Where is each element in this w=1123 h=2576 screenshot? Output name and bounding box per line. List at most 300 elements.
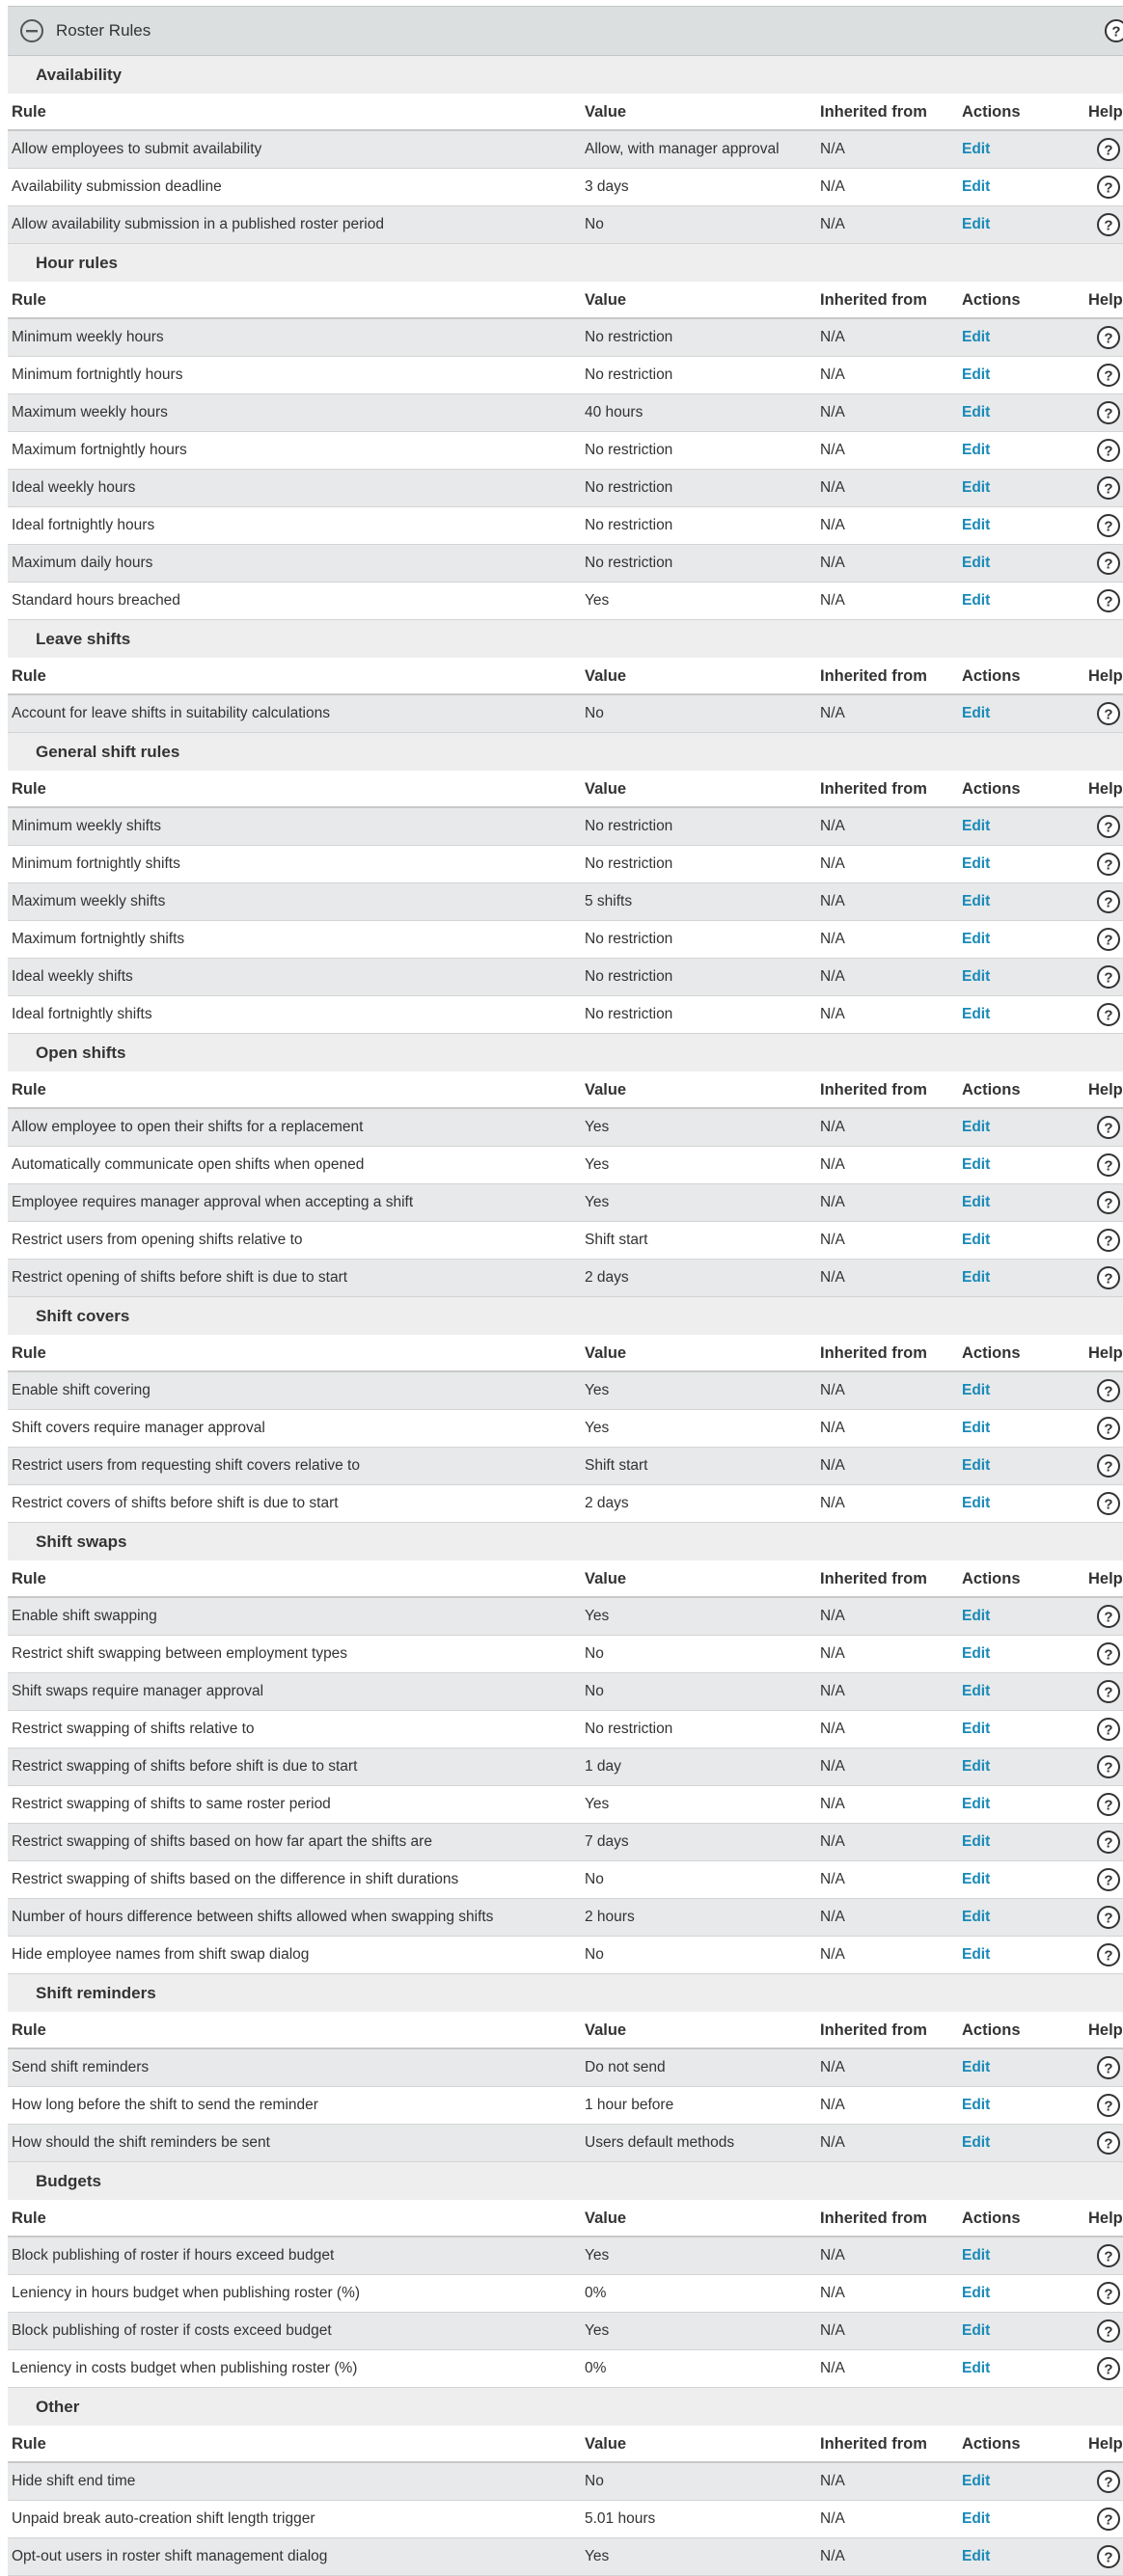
column-header-inherited: Inherited from xyxy=(820,1344,927,1362)
edit-link[interactable]: Edit xyxy=(962,442,991,458)
svg-text:?: ? xyxy=(1104,2549,1113,2566)
svg-text:?: ? xyxy=(1104,2248,1113,2265)
question-circle-icon[interactable] xyxy=(1096,2544,1121,2569)
question-circle-icon[interactable] xyxy=(1096,1830,1121,1855)
rule-value: 5 shifts xyxy=(585,893,633,909)
edit-link[interactable]: Edit xyxy=(962,1796,991,1812)
roster-rules-panel-header[interactable] xyxy=(8,6,1123,56)
question-circle-icon[interactable] xyxy=(1096,2130,1121,2156)
question-circle-icon[interactable] xyxy=(1096,2507,1121,2532)
svg-text:?: ? xyxy=(1104,2361,1113,2378)
rule-value: Do not send xyxy=(585,2059,666,2075)
rule-name: Leniency in costs budget when publishing roster (%) xyxy=(12,2360,358,2376)
rule-inherited-from: N/A xyxy=(820,931,845,947)
edit-link[interactable]: Edit xyxy=(962,855,991,872)
question-circle-icon[interactable] xyxy=(1096,1679,1121,1704)
rule-value: No restriction xyxy=(585,517,673,533)
question-circle-icon[interactable] xyxy=(1096,1115,1121,1140)
rule-section xyxy=(8,620,1123,733)
table-row xyxy=(8,2275,1123,2313)
table-row xyxy=(8,507,1123,545)
svg-text:?: ? xyxy=(1104,1609,1113,1626)
column-header-actions: Actions xyxy=(962,103,1021,121)
svg-text:?: ? xyxy=(1104,593,1113,610)
question-circle-icon[interactable] xyxy=(1096,475,1121,501)
question-circle-icon[interactable] xyxy=(1096,1905,1121,1930)
question-circle-icon[interactable] xyxy=(1096,1641,1121,1667)
rule-inherited-from: N/A xyxy=(820,2360,845,2376)
column-header-rule: Rule xyxy=(12,291,46,309)
column-header-rule: Rule xyxy=(12,2435,46,2453)
table-row xyxy=(8,959,1123,996)
question-circle-icon[interactable] xyxy=(1096,1265,1121,1290)
rule-value: No xyxy=(585,216,604,232)
svg-text:?: ? xyxy=(1104,932,1113,949)
rule-inherited-from: N/A xyxy=(820,479,845,496)
question-circle-icon[interactable] xyxy=(1096,1453,1121,1478)
column-header-inherited: Inherited from xyxy=(820,291,927,309)
table-row xyxy=(8,1636,1123,1673)
edit-link[interactable]: Edit xyxy=(962,1608,991,1624)
svg-text:?: ? xyxy=(1104,2135,1113,2153)
rule-name: Automatically communicate open shifts when opened xyxy=(12,1156,365,1173)
rule-value: 5.01 hours xyxy=(585,2510,656,2527)
table-row xyxy=(8,1147,1123,1184)
rule-name: Restrict shift swapping between employment types xyxy=(12,1645,348,1662)
column-header-row xyxy=(8,658,1123,695)
question-circle-icon[interactable] xyxy=(1096,1604,1121,1629)
rule-value: No restriction xyxy=(585,968,673,985)
question-circle-icon[interactable] xyxy=(1096,2356,1121,2381)
rule-inherited-from: N/A xyxy=(820,2059,845,2075)
svg-text:?: ? xyxy=(1104,1646,1113,1664)
rule-name: Leniency in hours budget when publishing roster (%) xyxy=(12,2285,361,2301)
question-circle-icon[interactable] xyxy=(1096,1754,1121,1779)
svg-text:?: ? xyxy=(1104,1722,1113,1739)
question-circle-icon[interactable] xyxy=(1096,513,1121,538)
question-circle-icon[interactable] xyxy=(1096,400,1121,425)
edit-link[interactable]: Edit xyxy=(962,931,991,947)
question-circle-icon[interactable] xyxy=(1096,588,1121,613)
rule-value: No restriction xyxy=(585,555,673,571)
question-circle-icon[interactable] xyxy=(1096,889,1121,914)
edit-link[interactable]: Edit xyxy=(962,216,991,232)
table-row xyxy=(8,1711,1123,1749)
question-circle-icon[interactable] xyxy=(1096,551,1121,576)
svg-text:?: ? xyxy=(1104,969,1113,987)
edit-link[interactable]: Edit xyxy=(962,592,991,609)
edit-link[interactable]: Edit xyxy=(962,1758,991,1775)
svg-text:?: ? xyxy=(1104,1007,1113,1024)
svg-text:?: ? xyxy=(1104,1458,1113,1476)
edit-link[interactable]: Edit xyxy=(962,2059,991,2075)
edit-link[interactable]: Edit xyxy=(962,178,991,195)
svg-text:?: ? xyxy=(1104,1233,1113,1250)
table-row xyxy=(8,2350,1123,2388)
rule-inherited-from: N/A xyxy=(820,216,845,232)
table-row xyxy=(8,1109,1123,1147)
question-circle-icon[interactable] xyxy=(1096,1867,1121,1892)
column-header-rule: Rule xyxy=(12,1081,46,1098)
question-circle-icon[interactable] xyxy=(1096,175,1121,200)
table-row xyxy=(8,2313,1123,2350)
rule-inherited-from: N/A xyxy=(820,1382,845,1398)
minus-circle-icon[interactable] xyxy=(19,18,44,43)
edit-link[interactable]: Edit xyxy=(962,1871,991,1887)
rule-section xyxy=(8,1297,1123,1523)
edit-link[interactable]: Edit xyxy=(962,2510,991,2527)
question-circle-icon[interactable] xyxy=(1096,438,1121,463)
column-header-actions: Actions xyxy=(962,2210,1021,2227)
table-row xyxy=(8,2125,1123,2162)
table-row xyxy=(8,1749,1123,1786)
table-row xyxy=(8,131,1123,169)
rule-value: Yes xyxy=(585,1796,610,1812)
column-header-inherited: Inherited from xyxy=(820,667,927,685)
rule-value: Users default methods xyxy=(585,2134,735,2151)
rule-inherited-from: N/A xyxy=(820,2322,845,2339)
table-row xyxy=(8,319,1123,357)
rule-inherited-from: N/A xyxy=(820,1946,845,1963)
edit-link[interactable]: Edit xyxy=(962,1495,991,1511)
svg-text:?: ? xyxy=(1104,2323,1113,2341)
rule-value: No xyxy=(585,1871,604,1887)
column-header-help: Help xyxy=(1088,2435,1123,2453)
rule-name: Number of hours difference between shifts allowed when swapping shifts xyxy=(12,1909,494,1925)
edit-link[interactable]: Edit xyxy=(962,1194,991,1210)
svg-text:?: ? xyxy=(1104,1797,1113,1814)
column-header-inherited: Inherited from xyxy=(820,1570,927,1587)
svg-text:?: ? xyxy=(1104,1195,1113,1212)
edit-link[interactable]: Edit xyxy=(962,2322,991,2339)
svg-text:?: ? xyxy=(1104,556,1113,573)
column-header-rule: Rule xyxy=(12,780,46,798)
edit-link[interactable]: Edit xyxy=(962,1833,991,1850)
question-circle-icon[interactable] xyxy=(1096,927,1121,952)
question-circle-icon[interactable] xyxy=(1096,1416,1121,1441)
rule-name: Allow employees to submit availability xyxy=(12,141,262,157)
column-header-rule: Rule xyxy=(12,2021,46,2039)
rule-name: Restrict covers of shifts before shift is due to start xyxy=(12,1495,339,1511)
rule-name: Restrict swapping of shifts based on how far apart the shifts are xyxy=(12,1833,432,1850)
rule-inherited-from: N/A xyxy=(820,2134,845,2151)
rule-value: Yes xyxy=(585,1156,610,1173)
rule-inherited-from: N/A xyxy=(820,1909,845,1925)
edit-link[interactable]: Edit xyxy=(962,2097,991,2113)
svg-text:?: ? xyxy=(1104,1947,1113,1965)
rule-section xyxy=(8,244,1123,620)
column-header-inherited: Inherited from xyxy=(820,2435,927,2453)
section-title: Availability xyxy=(8,56,1123,94)
table-row xyxy=(8,1448,1123,1485)
table-row xyxy=(8,996,1123,1034)
section-title: Budgets xyxy=(8,2162,1123,2200)
edit-link[interactable]: Edit xyxy=(962,1721,991,1737)
question-circle-icon[interactable] xyxy=(1096,1228,1121,1253)
edit-link[interactable]: Edit xyxy=(962,1156,991,1173)
rule-name: Minimum fortnightly shifts xyxy=(12,855,180,872)
rule-name: Block publishing of roster if hours exceed budget xyxy=(12,2247,335,2264)
table-row xyxy=(8,1485,1123,1523)
rule-name: Unpaid break auto-creation shift length trigger xyxy=(12,2510,315,2527)
rule-value: Yes xyxy=(585,2247,610,2264)
svg-text:?: ? xyxy=(1104,1157,1113,1175)
section-title: Shift swaps xyxy=(8,1523,1123,1560)
edit-link[interactable]: Edit xyxy=(962,1683,991,1699)
svg-text:?: ? xyxy=(1104,1872,1113,1889)
rule-inherited-from: N/A xyxy=(820,2548,845,2564)
edit-link[interactable]: Edit xyxy=(962,1269,991,1286)
svg-text:?: ? xyxy=(1104,1910,1113,1927)
question-circle-icon[interactable] xyxy=(1096,2055,1121,2080)
rule-name: Allow availability submission in a published roster period xyxy=(12,216,384,232)
table-row xyxy=(8,1372,1123,1410)
rule-section xyxy=(8,733,1123,1034)
column-header-inherited: Inherited from xyxy=(820,103,927,121)
rule-inherited-from: N/A xyxy=(820,893,845,909)
rule-value: 2 days xyxy=(585,1269,629,1286)
rule-name: Ideal weekly hours xyxy=(12,479,136,496)
edit-link[interactable]: Edit xyxy=(962,2473,991,2489)
question-circle-icon[interactable] xyxy=(1096,137,1121,162)
edit-link[interactable]: Edit xyxy=(962,2134,991,2151)
column-header-inherited: Inherited from xyxy=(820,2021,927,2039)
section-title: Hour rules xyxy=(8,244,1123,282)
edit-link[interactable]: Edit xyxy=(962,517,991,533)
edit-link[interactable]: Edit xyxy=(962,1946,991,1963)
edit-link[interactable]: Edit xyxy=(962,1909,991,1925)
edit-link[interactable]: Edit xyxy=(962,329,991,345)
question-circle-icon[interactable] xyxy=(1096,1792,1121,1817)
column-header-value: Value xyxy=(585,291,627,309)
question-circle-icon[interactable] xyxy=(1096,701,1121,726)
rule-value: Yes xyxy=(585,2548,610,2564)
column-header-row xyxy=(8,771,1123,808)
rule-name: Ideal fortnightly shifts xyxy=(12,1006,152,1022)
svg-text:?: ? xyxy=(1104,2286,1113,2303)
table-row xyxy=(8,1899,1123,1937)
question-circle-icon[interactable] xyxy=(1096,1491,1121,1516)
rule-value: No xyxy=(585,705,604,721)
question-circle-icon[interactable] xyxy=(1096,2243,1121,2268)
rule-value: 1 hour before xyxy=(585,2097,674,2113)
rule-name: How long before the shift to send the reminder xyxy=(12,2097,318,2113)
rule-inherited-from: N/A xyxy=(820,1796,845,1812)
question-circle-icon[interactable] xyxy=(1096,2093,1121,2118)
question-circle-icon[interactable] xyxy=(1096,814,1121,839)
rule-name: Availability submission deadline xyxy=(12,178,222,195)
rule-inherited-from: N/A xyxy=(820,555,845,571)
table-row xyxy=(8,1673,1123,1711)
rule-name: Minimum fortnightly hours xyxy=(12,366,183,383)
table-row xyxy=(8,169,1123,206)
column-header-row xyxy=(8,2012,1123,2049)
svg-text:?: ? xyxy=(1104,518,1113,535)
rule-section xyxy=(8,2388,1123,2576)
table-row xyxy=(8,1598,1123,1636)
rule-name: How should the shift reminders be sent xyxy=(12,2134,270,2151)
rule-name: Maximum weekly shifts xyxy=(12,893,166,909)
table-row xyxy=(8,695,1123,733)
rule-value: 2 hours xyxy=(585,1909,635,1925)
svg-text:?: ? xyxy=(1104,367,1113,385)
table-row xyxy=(8,1410,1123,1448)
rule-name: Minimum weekly shifts xyxy=(12,818,162,834)
rule-inherited-from: N/A xyxy=(820,1495,845,1511)
column-header-help: Help xyxy=(1088,103,1123,121)
rule-value: Yes xyxy=(585,1119,610,1135)
svg-text:?: ? xyxy=(1104,142,1113,159)
column-header-value: Value xyxy=(585,780,627,798)
column-header-value: Value xyxy=(585,1570,627,1587)
edit-link[interactable]: Edit xyxy=(962,1119,991,1135)
table-row xyxy=(8,883,1123,921)
rule-section xyxy=(8,1034,1123,1297)
edit-link[interactable]: Edit xyxy=(962,705,991,721)
rule-name: Restrict users from opening shifts relative to xyxy=(12,1232,303,1248)
rule-value: 0% xyxy=(585,2360,607,2376)
edit-link[interactable]: Edit xyxy=(962,818,991,834)
rule-value: No restriction xyxy=(585,818,673,834)
edit-link[interactable]: Edit xyxy=(962,1006,991,1022)
rule-name: Shift covers require manager approval xyxy=(12,1420,265,1436)
section-title: Leave shifts xyxy=(8,620,1123,658)
question-circle-icon[interactable] xyxy=(1096,325,1121,350)
question-circle-icon[interactable] xyxy=(1096,1717,1121,1742)
edit-link[interactable]: Edit xyxy=(962,1382,991,1398)
question-circle-icon[interactable] xyxy=(1096,2318,1121,2344)
rule-name: Maximum daily hours xyxy=(12,555,153,571)
edit-link[interactable]: Edit xyxy=(962,1457,991,1474)
table-row xyxy=(8,808,1123,846)
rule-name: Restrict users from requesting shift covers relative to xyxy=(12,1457,360,1474)
rule-name: Restrict swapping of shifts before shift is due to start xyxy=(12,1758,358,1775)
rule-name: Block publishing of roster if costs exceed budget xyxy=(12,2322,332,2339)
column-header-inherited: Inherited from xyxy=(820,780,927,798)
question-circle-icon[interactable] xyxy=(1096,1002,1121,1027)
column-header-actions: Actions xyxy=(962,667,1021,685)
question-circle-icon[interactable] xyxy=(1096,212,1121,237)
column-header-help: Help xyxy=(1088,1344,1123,1362)
column-header-inherited: Inherited from xyxy=(820,1081,927,1098)
rules-list xyxy=(8,56,1123,2576)
rule-value: Yes xyxy=(585,1194,610,1210)
edit-link[interactable]: Edit xyxy=(962,479,991,496)
rule-name: Enable shift swapping xyxy=(12,1608,157,1624)
rule-name: Restrict swapping of shifts to same roster period xyxy=(12,1796,331,1812)
question-circle-icon[interactable] xyxy=(1096,1942,1121,1967)
rule-value: 40 hours xyxy=(585,404,644,420)
table-row xyxy=(8,2237,1123,2275)
question-circle-icon[interactable] xyxy=(1096,964,1121,990)
question-circle-icon[interactable] xyxy=(1096,852,1121,877)
rule-value: No restriction xyxy=(585,931,673,947)
svg-text:?: ? xyxy=(1104,330,1113,347)
rule-value: 2 days xyxy=(585,1495,629,1511)
rule-inherited-from: N/A xyxy=(820,2247,845,2264)
column-header-actions: Actions xyxy=(962,2435,1021,2453)
column-header-row xyxy=(8,1335,1123,1372)
svg-text:?: ? xyxy=(1104,1834,1113,1852)
edit-link[interactable]: Edit xyxy=(962,555,991,571)
rule-section xyxy=(8,2162,1123,2388)
svg-text:?: ? xyxy=(1104,443,1113,460)
table-row xyxy=(8,1184,1123,1222)
edit-link[interactable]: Edit xyxy=(962,141,991,157)
rule-value: No xyxy=(585,2473,604,2489)
rule-section xyxy=(8,56,1123,244)
column-header-actions: Actions xyxy=(962,2021,1021,2039)
rule-name: Maximum weekly hours xyxy=(12,404,168,420)
table-row xyxy=(8,2087,1123,2125)
column-header-help: Help xyxy=(1088,2021,1123,2039)
table-row xyxy=(8,921,1123,959)
edit-link[interactable]: Edit xyxy=(962,968,991,985)
rule-inherited-from: N/A xyxy=(820,442,845,458)
rule-name: Ideal weekly shifts xyxy=(12,968,133,985)
rule-inherited-from: N/A xyxy=(820,141,845,157)
column-header-help: Help xyxy=(1088,667,1123,685)
edit-link[interactable]: Edit xyxy=(962,366,991,383)
table-row xyxy=(8,432,1123,470)
rule-value: 0% xyxy=(585,2285,607,2301)
edit-link[interactable]: Edit xyxy=(962,404,991,420)
rule-inherited-from: N/A xyxy=(820,1833,845,1850)
rule-inherited-from: N/A xyxy=(820,2285,845,2301)
rule-inherited-from: N/A xyxy=(820,366,845,383)
edit-link[interactable]: Edit xyxy=(962,2247,991,2264)
edit-link[interactable]: Edit xyxy=(962,1420,991,1436)
question-circle-icon[interactable] xyxy=(1096,1378,1121,1403)
rule-value: 3 days xyxy=(585,178,629,195)
rule-inherited-from: N/A xyxy=(820,968,845,985)
rule-inherited-from: N/A xyxy=(820,1269,845,1286)
rule-value: No restriction xyxy=(585,442,673,458)
question-circle-icon[interactable] xyxy=(1104,18,1123,43)
svg-text:?: ? xyxy=(1104,179,1113,197)
table-row xyxy=(8,2501,1123,2538)
edit-link[interactable]: Edit xyxy=(962,2285,991,2301)
edit-link[interactable]: Edit xyxy=(962,2360,991,2376)
rule-inherited-from: N/A xyxy=(820,1645,845,1662)
svg-text:?: ? xyxy=(1104,480,1113,498)
rule-inherited-from: N/A xyxy=(820,329,845,345)
question-circle-icon[interactable] xyxy=(1096,363,1121,388)
rule-value: No xyxy=(585,1683,604,1699)
question-circle-icon[interactable] xyxy=(1096,1190,1121,1215)
rule-name: Shift swaps require manager approval xyxy=(12,1683,264,1699)
edit-link[interactable]: Edit xyxy=(962,2548,991,2564)
table-row xyxy=(8,545,1123,583)
edit-link[interactable]: Edit xyxy=(962,1645,991,1662)
edit-link[interactable]: Edit xyxy=(962,1232,991,1248)
rule-inherited-from: N/A xyxy=(820,1006,845,1022)
table-row xyxy=(8,394,1123,432)
svg-text:?: ? xyxy=(1104,405,1113,422)
question-circle-icon[interactable] xyxy=(1096,2281,1121,2306)
table-row xyxy=(8,206,1123,244)
rule-inherited-from: N/A xyxy=(820,818,845,834)
rule-value: 7 days xyxy=(585,1833,629,1850)
rule-value: No restriction xyxy=(585,366,673,383)
question-circle-icon[interactable] xyxy=(1096,2469,1121,2494)
question-circle-icon[interactable] xyxy=(1096,1152,1121,1178)
rule-value: No restriction xyxy=(585,855,673,872)
edit-link[interactable]: Edit xyxy=(962,893,991,909)
section-title: Open shifts xyxy=(8,1034,1123,1071)
rule-inherited-from: N/A xyxy=(820,1420,845,1436)
rule-name: Restrict opening of shifts before shift is due to start xyxy=(12,1269,348,1286)
